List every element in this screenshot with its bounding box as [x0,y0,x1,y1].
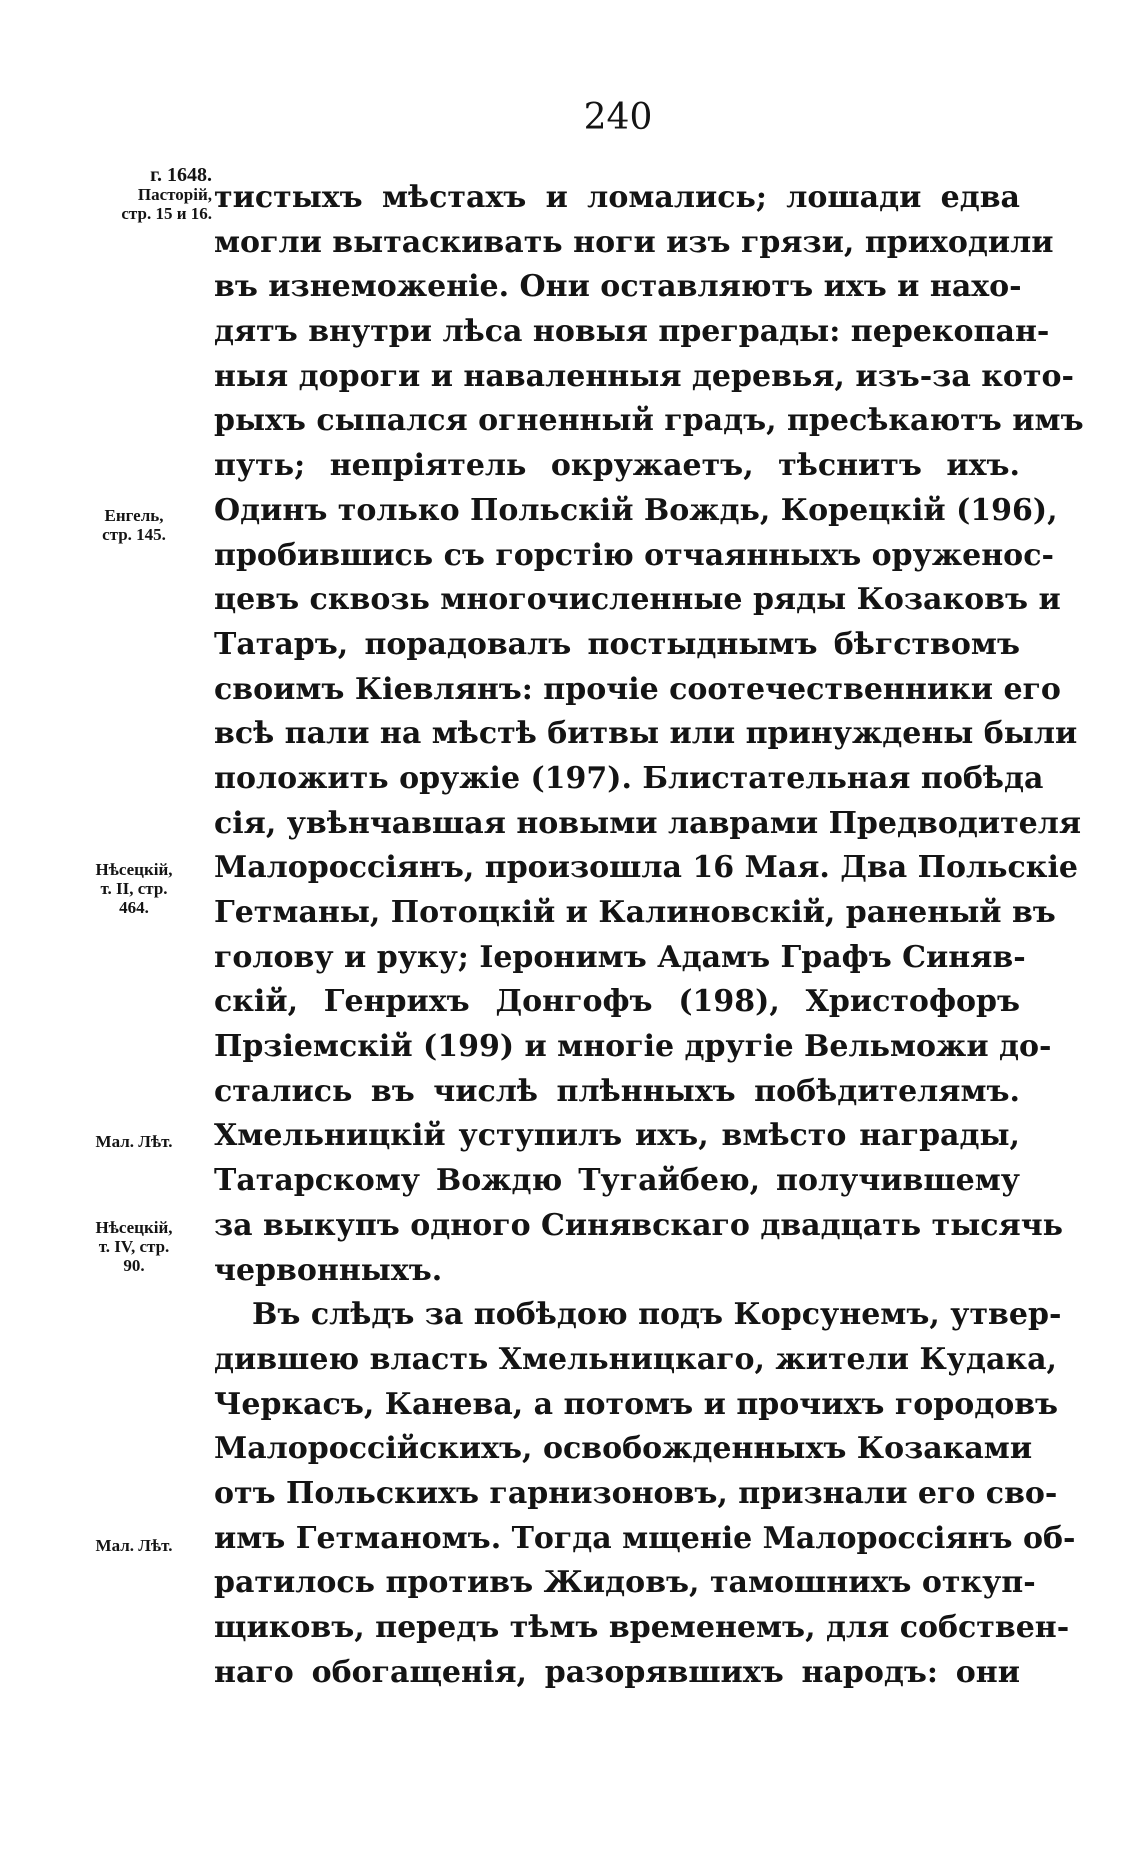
text-line: дившею власть Хмельницкаго, жители Кудака, [214,1341,1057,1377]
text-line: Черкасъ, Канева, а потомъ и прочихъ городовъ [214,1386,1059,1422]
margin-note-line: Мал. Лѣт. [95,1132,173,1151]
margin-note-line: стр. 15 и 16. [121,204,212,223]
text-line: Малороссійскихъ, освобожденныхъ Козаками [214,1431,1033,1467]
text-line: въ изнеможеніе. Они оставляютъ ихъ и нахо- [214,269,1022,305]
text-line: ратилось противъ Жидовъ, тамошнихъ откуп- [214,1565,1036,1601]
page-number: 240 [583,97,653,138]
text-line: Малороссіянъ, произошла 16 Мая. Два Польскіе [214,850,1078,886]
margin-note [56,1132,212,1151]
margin-notes [0,0,212,1874]
text-line: Хмельницкій уступилъ ихъ, вмѣсто награды, [214,1118,1020,1154]
margin-note-line: 90. [123,1256,145,1275]
text-line: могли вытаскивать ноги изъ грязи, приходили [214,224,1054,260]
text-line: своимъ Кіевлянъ: прочіе соотечественники его [214,671,1061,707]
text-line: за выкупъ одного Синявскаго двадцать тысячь [214,1207,1064,1243]
text-line: стались въ числѣ плѣнныхъ побѣдителямъ. [214,1073,1020,1109]
text-line: ныя дороги и наваленныя деревья, изъ-за кото- [214,358,1074,394]
text-line: голову и руку; Іеронимъ Адамъ Графъ Синяв- [214,939,1026,975]
text-line: скій, Генрихъ Донгофъ (198), Христофоръ [214,984,1020,1020]
text-line: отъ Польскихъ гарнизоновъ, признали его сво- [214,1475,1058,1511]
margin-note-line: Пасторій, [137,185,212,204]
margin-note [56,1536,212,1555]
margin-note-line: Нѣсецкій, [95,860,173,879]
text-line: червонныхъ. [214,1252,443,1288]
text-line: пробившись съ горстію отчаянныхъ оруженос- [214,537,1054,573]
body-text [214,176,1084,1695]
text-line: Прзіемскій (199) и многіе другіе Вельможи до- [214,1029,1052,1065]
margin-note-line: 464. [119,898,149,917]
text-line: сія, увѣнчавшая новыми лаврами Предводителя [214,805,1082,841]
text-line: наго обогащенія, разорявшихъ народъ: они [214,1654,1020,1690]
margin-note-line: т. IV, стр. [98,1237,170,1256]
text-line: Въ слѣдъ за побѣдою подъ Корсунемъ, утвер- [252,1297,1062,1333]
margin-note [56,166,212,223]
text-line: Гетманы, Потоцкій и Калиновскій, раненый въ [214,895,1056,930]
text-line: тистыхъ мѣстахъ и ломались; лошади едва [214,180,1020,215]
margin-note-line: стр. 145. [102,525,166,544]
margin-note-line: Нѣсецкій, [95,1218,173,1237]
margin-note-line: т. II, стр. [100,879,168,898]
margin-note-line: Мал. Лѣт. [95,1536,173,1555]
margin-note-line: г. 1648. [150,164,212,186]
text-line: положить оружіе (197). Блистательная побѣда [214,760,1044,796]
margin-note [56,860,212,917]
text-line: щиковъ, передъ тѣмъ временемъ, для собствен- [214,1610,1070,1645]
text-line: Татарскому Вождю Тугайбею, получившему [214,1163,1020,1199]
margin-note-line: Енгель, [104,506,164,525]
text-line: дятъ внутри лѣса новыя преграды: перекопан- [214,314,1050,350]
margin-note [56,506,212,544]
margin-note [56,1218,212,1275]
text-line: цевъ сквозь многочисленные ряды Козаковъ и [214,582,1061,618]
text-line: путь; непріятель окружаетъ, тѣснитъ ихъ. [214,448,1020,484]
text-line: Татаръ, порадовалъ постыднымъ бѣгствомъ [214,626,1020,662]
text-line: рыхъ сыпался огненный градъ, пресѣкаютъ имъ [214,403,1084,439]
text-line: имъ Гетманомъ. Тогда мщеніе Малороссіянъ об- [214,1520,1076,1556]
text-line: Одинъ только Польскій Вождь, Корецкій (196), [214,492,1058,528]
text-line: всѣ пали на мѣстѣ битвы или принуждены были [214,716,1078,752]
